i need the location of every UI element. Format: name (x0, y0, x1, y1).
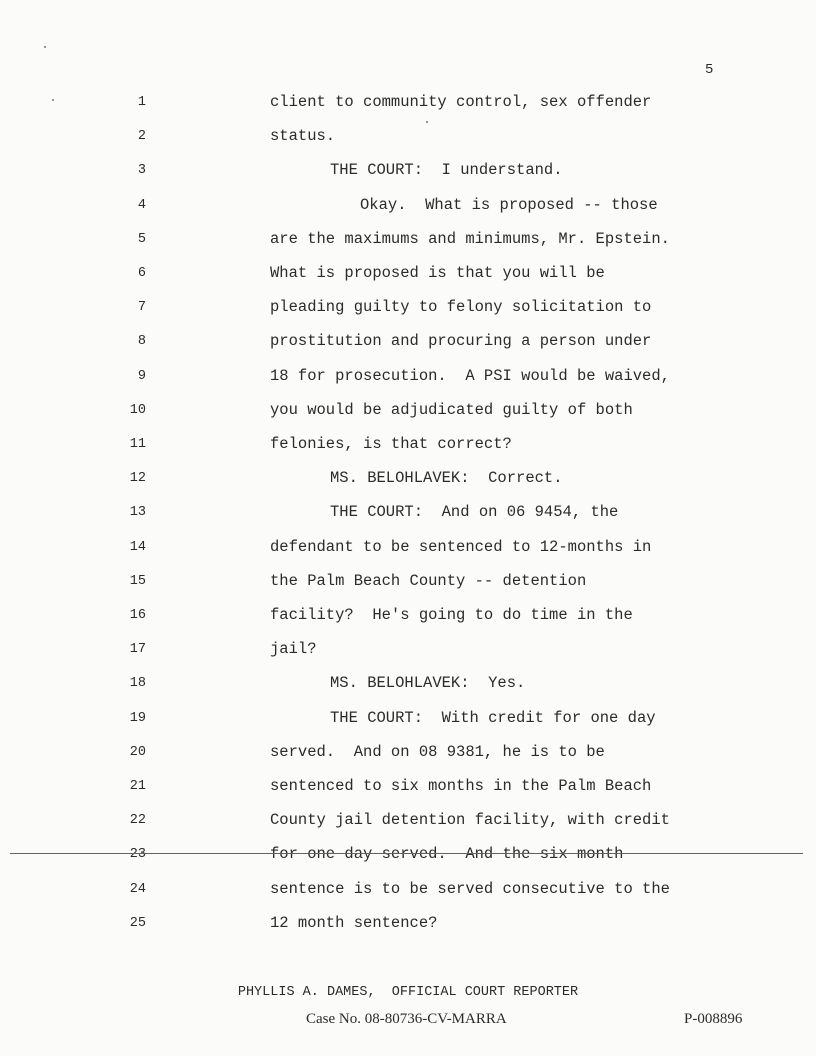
line-text: sentence is to be served consecutive to the (270, 879, 670, 898)
line-number: 17 (129, 642, 146, 658)
transcript-line (0, 811, 816, 845)
line-number: 23 (129, 847, 146, 863)
scan-speck (44, 46, 46, 48)
transcript-line (0, 196, 816, 230)
transcript-line (0, 93, 816, 127)
court-reporter-footer: PHYLLIS A. DAMES, OFFICIAL COURT REPORTER (237, 985, 579, 1000)
transcript-line (0, 538, 816, 572)
line-number: 10 (129, 402, 146, 418)
line-text: for one day served. And the six month (270, 845, 624, 864)
line-number: 9 (137, 368, 146, 384)
transcript-line (0, 298, 816, 332)
line-text: defendant to be sentenced to 12-months in (270, 537, 652, 556)
line-number: 24 (129, 881, 146, 897)
scan-speck (426, 121, 428, 123)
transcript-line (0, 606, 816, 640)
line-number: 11 (129, 437, 146, 452)
transcript-line (0, 503, 816, 537)
line-text: Okay. What is proposed -- those (360, 195, 658, 214)
transcript-line (0, 572, 816, 606)
line-text: felonies, is that correct? (270, 435, 512, 453)
transcript-line (0, 914, 816, 948)
transcript-line (0, 401, 816, 435)
bates-number: P-008896 (684, 1011, 743, 1027)
line-number: 8 (137, 334, 146, 350)
line-text: MS. BELOHLAVEK: Yes. (330, 674, 526, 693)
line-number: 13 (129, 505, 146, 521)
line-text: pleading guilty to felony solicitation to (270, 298, 652, 317)
line-number: 21 (129, 779, 146, 794)
case-number: Case No. 08-80736-CV-MARRA (306, 1011, 507, 1027)
line-number: 15 (129, 573, 146, 589)
line-number: 19 (129, 710, 146, 726)
transcript-line (0, 332, 816, 366)
line-number: 20 (129, 744, 146, 760)
line-number: 5 (137, 231, 146, 247)
transcript-line (0, 367, 816, 401)
transcript-line (0, 640, 816, 674)
line-number: 18 (129, 676, 146, 692)
transcript-line (0, 264, 816, 298)
transcript-line (0, 161, 816, 195)
line-text: County jail detention facility, with credit (270, 811, 670, 830)
line-text: prostitution and procuring a person under (270, 332, 652, 351)
line-number: 2 (137, 129, 146, 145)
line-text: THE COURT: And on 06 9454, the (330, 503, 619, 522)
line-text: you would be adjudicated guilty of both (270, 400, 633, 419)
line-number: 16 (129, 608, 146, 623)
transcript-line (0, 127, 816, 161)
transcript-line (0, 469, 816, 503)
line-number: 12 (129, 471, 146, 487)
line-text: status. (270, 127, 336, 146)
line-number: 6 (137, 266, 146, 281)
transcript-line (0, 709, 816, 743)
line-text: jail? (270, 640, 317, 659)
line-text: 12 month sentence? (270, 913, 438, 932)
line-text: MS. BELOHLAVEK: Correct. (330, 469, 563, 488)
line-number: 3 (137, 163, 146, 179)
line-text: What is proposed is that you will be (270, 264, 605, 282)
transcript-line (0, 674, 816, 708)
transcript-line (0, 880, 816, 914)
line-text: sentenced to six months in the Palm Beach (270, 777, 652, 795)
transcript-line (0, 845, 816, 879)
line-text: THE COURT: I understand. (330, 161, 563, 180)
transcript-line (0, 777, 816, 811)
line-text: are the maximums and minimums, Mr. Epstein. (270, 229, 670, 248)
line-text: client to community control, sex offender (270, 93, 652, 111)
line-number: 7 (137, 300, 146, 316)
line-number: 22 (129, 813, 146, 829)
line-text: the Palm Beach County -- detention (270, 571, 587, 590)
transcript-line (0, 743, 816, 777)
line-number: 25 (129, 915, 146, 931)
line-number: 14 (129, 539, 146, 555)
line-text: THE COURT: With credit for one day (330, 708, 656, 727)
page-number: 5 (705, 62, 714, 78)
line-text: facility? He's going to do time in the (270, 606, 633, 624)
transcript-line (0, 230, 816, 264)
strike-through-line (10, 853, 803, 854)
transcript-line (0, 435, 816, 469)
scan-speck (52, 99, 54, 101)
line-text: served. And on 08 9381, he is to be (270, 742, 605, 761)
line-number: 4 (137, 197, 146, 213)
line-text: 18 for prosecution. A PSI would be waived, (270, 366, 670, 385)
line-number: 1 (137, 95, 146, 110)
